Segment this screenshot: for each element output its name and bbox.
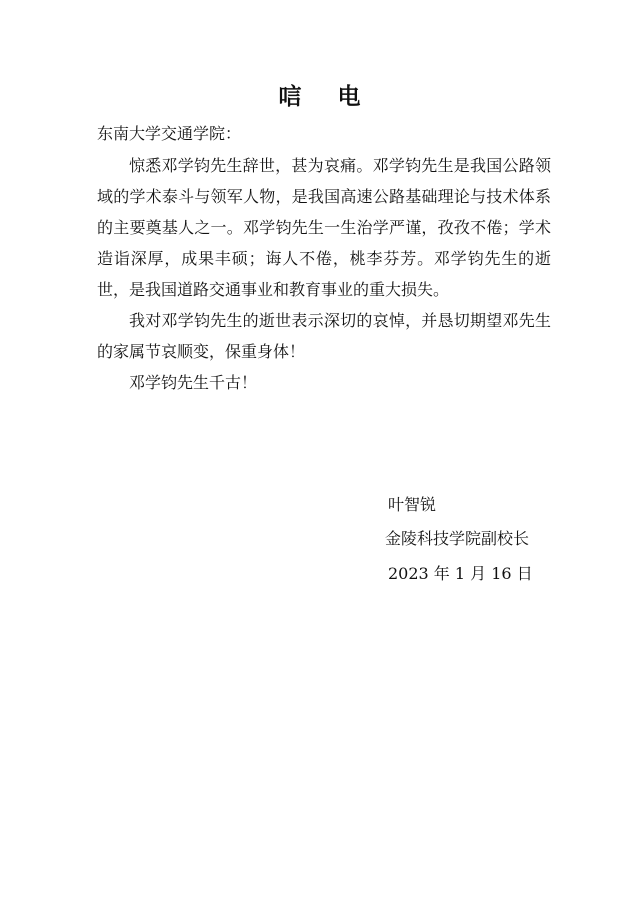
body-paragraph: 邓学钧先生千古！	[129, 373, 258, 392]
signatory-name: 叶智锐	[388, 495, 437, 514]
signatory-position: 金陵科技学院副校长	[385, 529, 530, 548]
body-paragraph: 我对邓学钧先生的逝世表示深切的哀悼，并恳切期望邓先生的家属节哀顺变，保重身体！	[97, 311, 551, 361]
document-title: 唁 电	[278, 84, 375, 110]
salutation: 东南大学交通学院：	[97, 124, 242, 143]
letter-body	[97, 150, 551, 398]
body-paragraph: 惊悉邓学钧先生辞世，甚为哀痛。邓学钧先生是我国公路领域的学术泰斗与领军人物，是我国高速公路基础理论与技术体系的主要奠基人之一。邓学钧先生一生治学严谨，孜孜不倦；学术造诣深厚，成果丰硕；诲人不倦，桃李芬芳。邓学钧先生的逝世，是我国道路交通事业和教育事业的重大损失。	[97, 156, 551, 299]
letter-date: 2023 年 1 月 16 日	[388, 564, 533, 583]
